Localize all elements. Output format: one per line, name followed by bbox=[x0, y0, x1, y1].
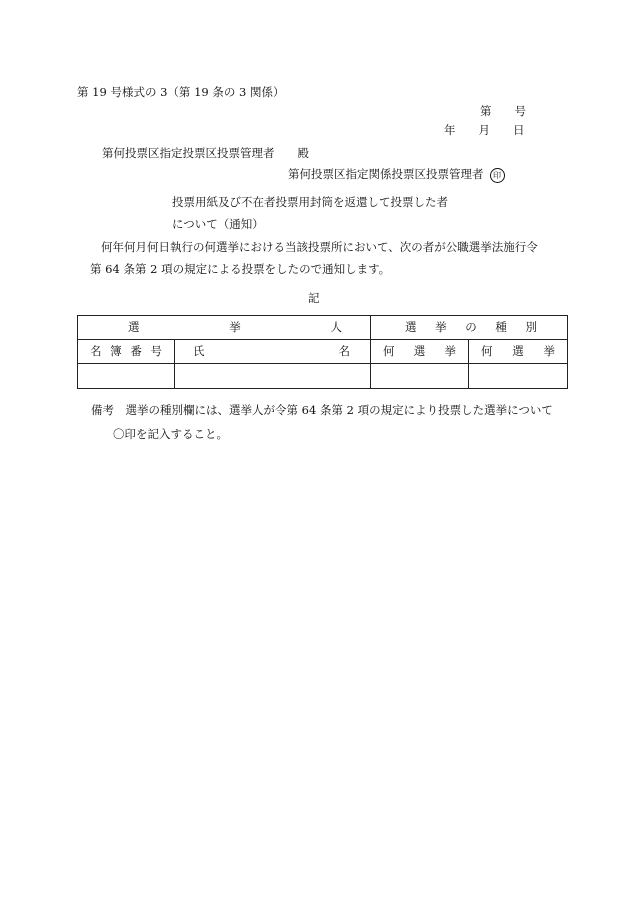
register-number-cell[interactable] bbox=[78, 364, 175, 389]
document-number: 第 号 bbox=[480, 104, 526, 118]
voter-table bbox=[77, 315, 568, 389]
sender bbox=[288, 167, 505, 183]
name-cell[interactable] bbox=[175, 364, 371, 389]
document-date: 年 月 日 bbox=[444, 123, 525, 137]
election-kind-header: 選 挙 の 種 別 bbox=[371, 316, 568, 340]
sender-title: 第何投票区指定関係投票区投票管理者 bbox=[288, 167, 484, 181]
subject-line-2: について（通知） bbox=[172, 217, 264, 231]
body-line-1: 何年何月何日執行の何選挙における当該投票所において、次の者が公職選挙法施行令 bbox=[101, 240, 538, 254]
form-number-title: 第 19 号様式の 3（第 19 条の 3 関係） bbox=[77, 85, 285, 99]
election-2-cell[interactable] bbox=[469, 364, 568, 389]
addressee: 第何投票区指定投票区投票管理者 殿 bbox=[102, 146, 309, 160]
table-header-row bbox=[78, 316, 568, 340]
remarks-line-1: 備考 選挙の種別欄には、選挙人が令第 64 条第 2 項の規定により投票した選挙について bbox=[91, 403, 553, 417]
name-header: 氏 名 bbox=[175, 340, 371, 364]
remarks-line-2: 〇印を記入すること。 bbox=[113, 427, 228, 441]
body-line-2: 第 64 条第 2 項の規定による投票をしたので通知します。 bbox=[90, 262, 391, 276]
subject-line-1: 投票用紙及び不在者投票用封筒を返還して投票した者 bbox=[172, 195, 448, 209]
register-number-header: 名 簿 番 号 bbox=[78, 340, 175, 364]
election-1-cell[interactable] bbox=[371, 364, 469, 389]
ki-heading: 記 bbox=[308, 291, 320, 305]
seal-icon: 印 bbox=[490, 168, 505, 183]
table-subheader-row bbox=[78, 340, 568, 364]
election-2-header: 何 選 挙 bbox=[469, 340, 568, 364]
voter-header: 選 挙 人 bbox=[78, 316, 371, 340]
table-row bbox=[78, 364, 568, 389]
election-1-header: 何 選 挙 bbox=[371, 340, 469, 364]
